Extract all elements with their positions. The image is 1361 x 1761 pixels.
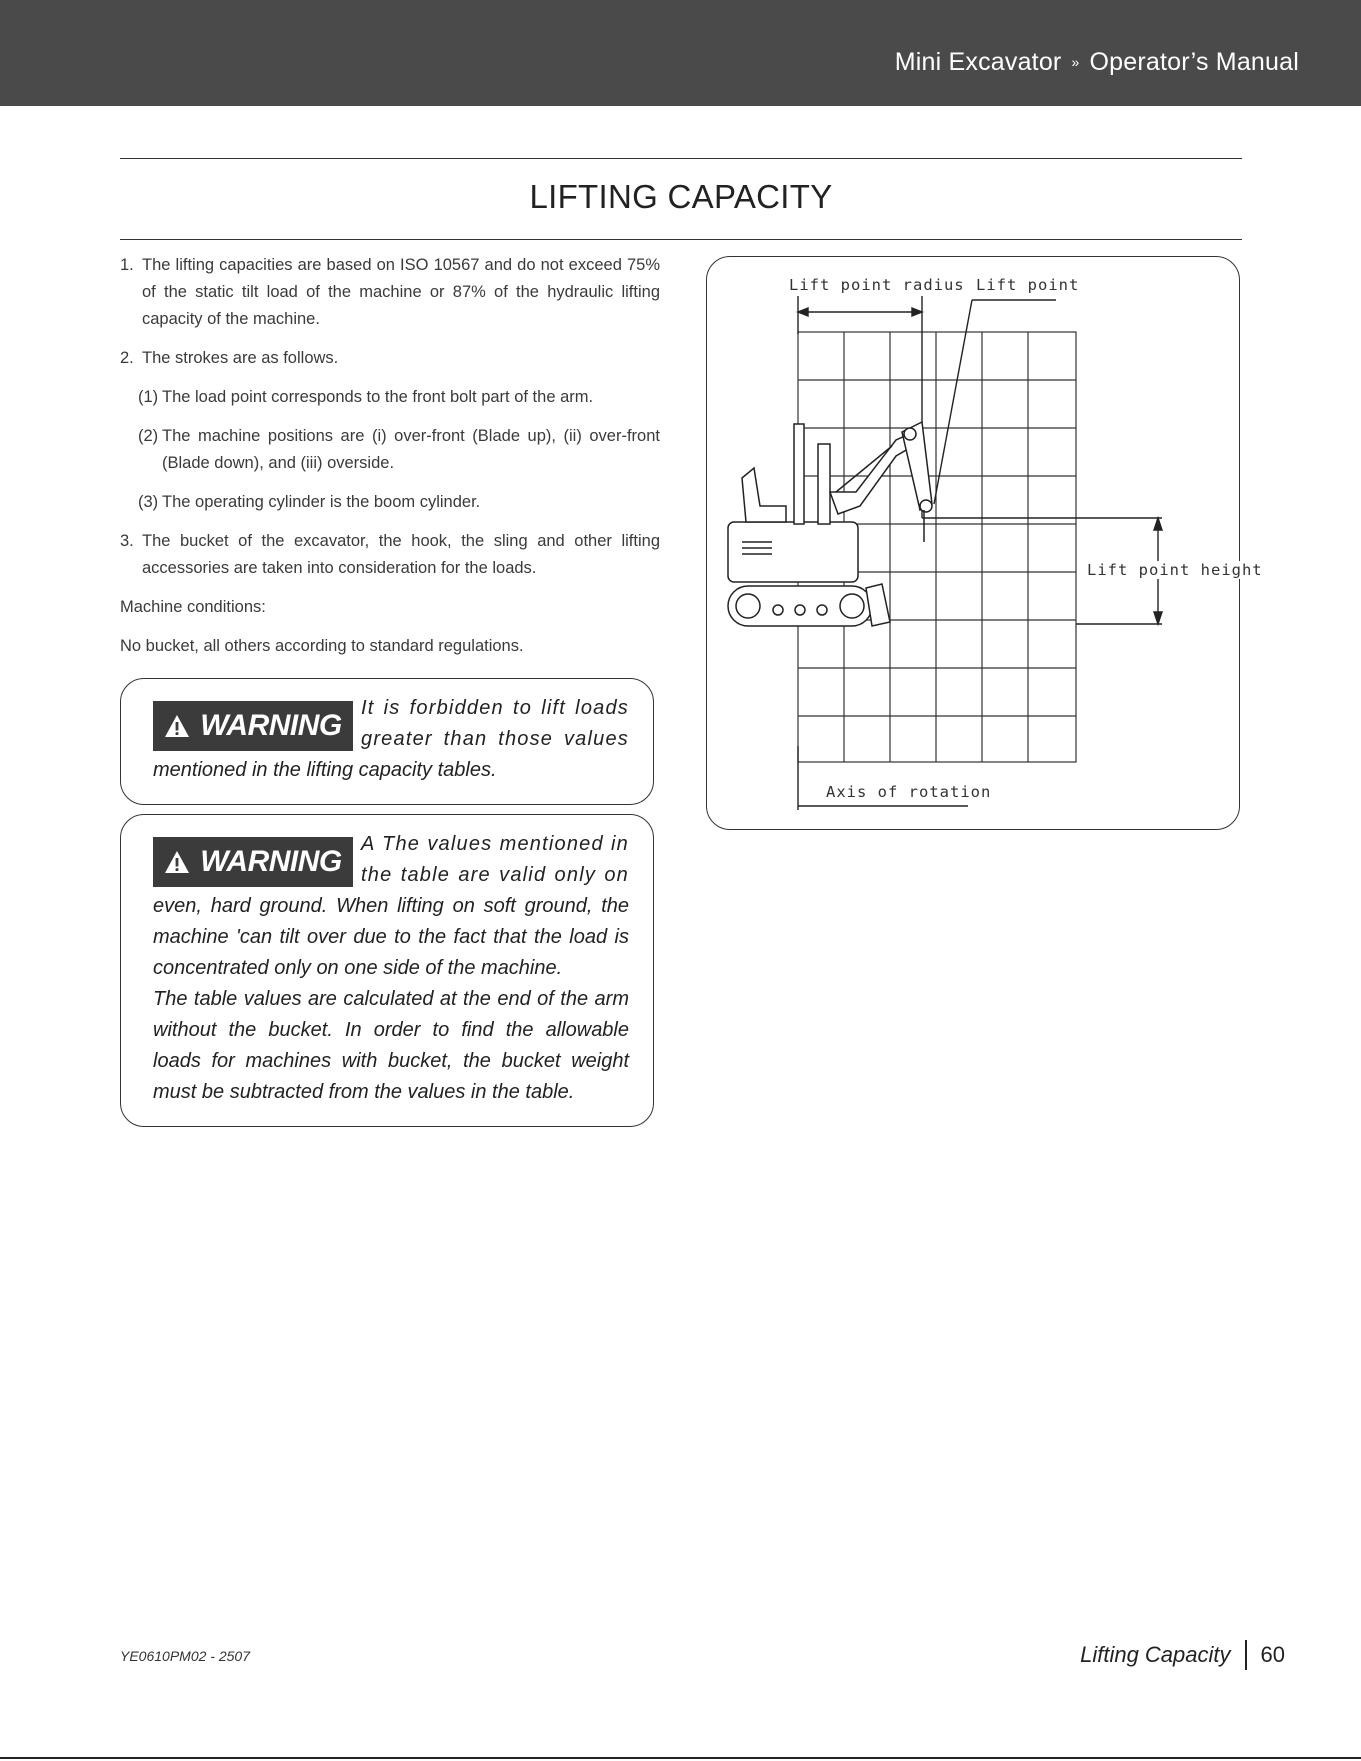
sub-list-item (138, 384, 660, 411)
document-code: YE0610PM02 - 2507 (120, 1648, 250, 1664)
machine-conditions-text: No bucket, all others according to standard regulations. (120, 637, 524, 655)
sub-item-number: (1) (138, 388, 159, 406)
sub-item-text: The load point corresponds to the front bolt part of the arm. (162, 388, 594, 406)
list-item (120, 528, 660, 582)
warning-box (120, 814, 654, 1127)
sub-item-number: (2) (138, 427, 159, 445)
list-item-number: 2. (120, 349, 134, 367)
sub-list-item (138, 489, 660, 516)
list-item-text: The lifting capacities are based on ISO 10567 and do not exceed 75% of the static tilt load of the machine or 87% of the hydraulic lifting capacity of the machine. (142, 256, 660, 328)
body-text (120, 252, 660, 672)
page-number: 60 (1260, 1642, 1285, 1667)
machine-conditions-label: Machine conditions: (120, 598, 266, 616)
label-axis-of-rotation: Axis of rotation (826, 783, 992, 801)
warning-lead: It is forbidden to lift loads greater than those values (361, 697, 629, 750)
sub-item-text: The machine positions are (i) over-front (Blade up), (ii) over-front (Blade down), and (iii) overside. (162, 427, 660, 472)
sub-item-text: The operating cylinder is the boom cylinder. (162, 493, 481, 511)
lift-point-leader (934, 300, 1056, 504)
header-manual: Operator’s Manual (1089, 48, 1299, 76)
list-item-number: 1. (120, 256, 134, 274)
list-item (120, 252, 660, 333)
bottom-rule (0, 1757, 1361, 1759)
page-title: LIFTING CAPACITY (529, 178, 833, 215)
footer-page-info (1080, 1640, 1285, 1670)
header-bar (0, 0, 1361, 106)
warning-badge (153, 837, 353, 887)
list-item-text: The bucket of the excavator, the hook, the sling and other lifting accessories are taken into consideration for the loads. (142, 532, 660, 577)
list-item-number: 3. (120, 532, 134, 550)
warning-rest: mentioned in the lifting capacity tables. (153, 759, 497, 781)
warning-rest-2: The table values are calculated at the end of the arm without the bucket. In order to find the allowable loads for machines with bucket, the bucket weight must be subtracted from the values in the table. (153, 988, 629, 1103)
title-top-rule (120, 158, 1242, 159)
header-product: Mini Excavator (894, 48, 1062, 76)
list-item-text: The strokes are as follows. (142, 349, 339, 367)
list-item (120, 345, 660, 372)
warning-badge-label: WARNING (200, 709, 342, 742)
sub-item-number: (3) (138, 493, 159, 511)
warning-lead: A The values mentioned in the table are valid only on (361, 833, 629, 886)
warning-rest: even, hard ground. When lifting on soft ground, the machine 'can tilt over due to the fact that the load is concentrated only on one side of the machine. (153, 895, 629, 979)
warning-badge-label: WARNING (200, 845, 342, 878)
radius-dimension (798, 296, 922, 518)
header-title (895, 48, 1299, 77)
footer-section-title: Lifting Capacity (1080, 1642, 1231, 1667)
header-separator: » (1071, 54, 1080, 70)
title-bottom-rule (120, 239, 1242, 240)
warning-box (120, 678, 654, 805)
label-lift-point-height: Lift point height (1087, 561, 1263, 579)
label-lift-point-radius: Lift point radius (789, 276, 965, 294)
sub-list-item (138, 423, 660, 477)
footer-divider (1245, 1640, 1247, 1670)
label-lift-point: Lift point (976, 276, 1080, 294)
warning-triangle-icon (164, 714, 190, 738)
warning-triangle-icon (164, 850, 190, 874)
warning-badge (153, 701, 353, 751)
lift-diagram (706, 256, 1240, 830)
